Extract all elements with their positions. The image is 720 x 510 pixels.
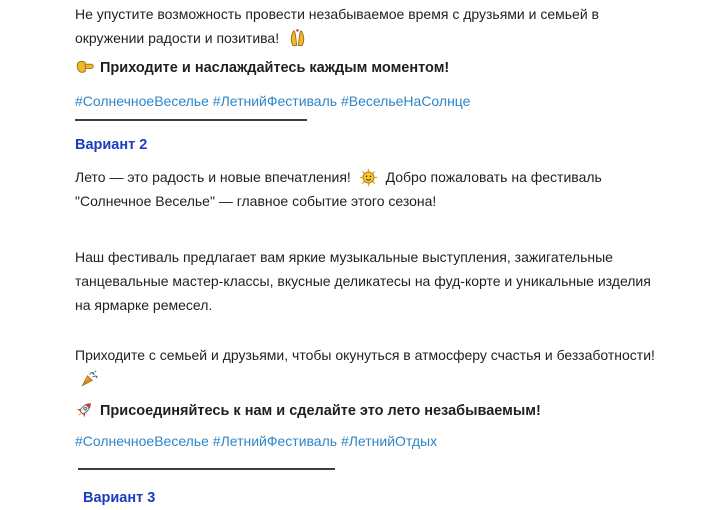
rocket-emoji <box>75 400 94 419</box>
variant-2-heading: Вариант 2 <box>75 137 148 153</box>
variant-2-features: Наш фестиваль предлагает вам яркие музыкальные выступления, зажигательные танцевальные мастер-классы, вкусные деликатесы на фуд-корте и уникальные изделия на ярмарке ремесел. <box>75 249 651 313</box>
variant-2-invite <box>75 343 665 391</box>
cta-line-variant2 <box>75 399 665 423</box>
cta-text-variant1: Приходите и наслаждайтесь каждым моментом! <box>100 60 450 76</box>
hashtags-variant1: #СолнечноеВеселье #ЛетнийФестиваль #ВесельеНаСолнце <box>75 93 471 109</box>
hashtags-variant2: #СолнечноеВеселье #ЛетнийФестиваль #ЛетнийОтдых <box>75 433 438 449</box>
invite-text: Приходите с семьей и друзьями, чтобы окунуться в атмосферу счастья и беззаботности! <box>75 347 655 363</box>
sun-with-face-emoji <box>359 168 378 187</box>
intro-start-text: Лето — это радость и новые впечатления! <box>75 169 351 185</box>
variant-3-heading: Вариант 3 <box>83 490 156 506</box>
intro-end-text: Добро пожаловать на фестиваль "Солнечное Веселье" — главное событие этого сезона! <box>75 169 602 209</box>
raised-hands-emoji <box>288 28 307 47</box>
pointing-right-emoji <box>75 57 94 76</box>
post-closing-text: Не упустите возможность провести незабываемое время с друзьями и семьей в окружении радости и позитива! <box>75 6 599 46</box>
cta-line-variant1 <box>75 56 665 80</box>
separator-line-2 <box>78 468 335 470</box>
separator-line-1 <box>75 119 307 121</box>
cta-text-variant2: Присоединяйтесь к нам и сделайте это лето незабываемым! <box>100 403 541 419</box>
party-popper-emoji <box>80 369 99 388</box>
variant-2-intro <box>75 165 665 213</box>
post-closing-paragraph <box>75 2 665 50</box>
